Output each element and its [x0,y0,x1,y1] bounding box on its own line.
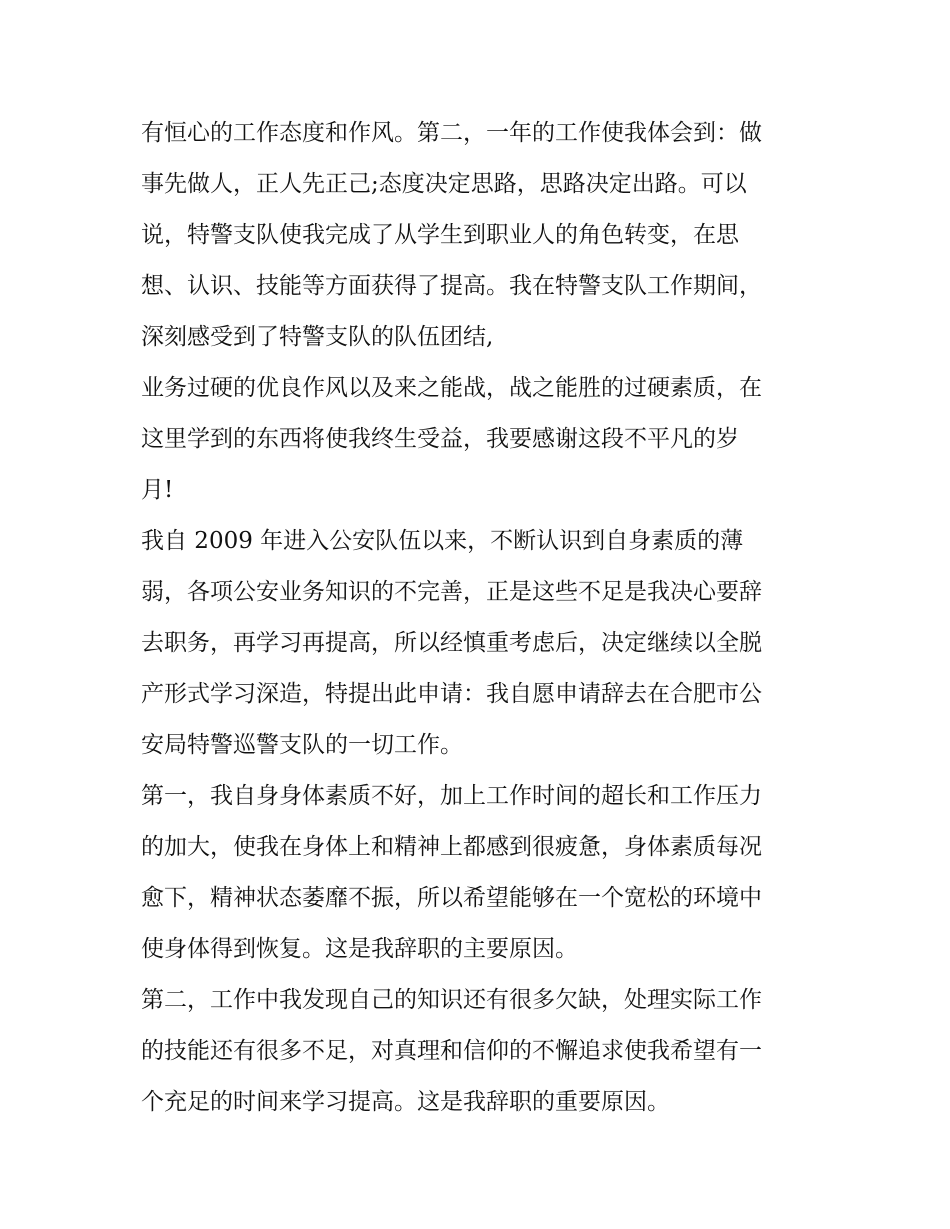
text-line: 有恒心的工作态度和作风。第二，一年的工作使我体会到：做 [141,120,762,146]
text-line: 弱，各项公安业务知识的不完善，正是这些不足是我决心要辞 [141,579,762,605]
text-line: 愈下，精神状态萎靡不振，所以希望能够在一个宽松的环境中 [141,885,762,911]
text-line: 去职务，再学习再提高，所以经慎重考虑后，决定继续以全脱 [141,630,762,656]
text-line: 使身体得到恢复。这是我辞职的主要原因。 [141,936,578,962]
text-line: 业务过硬的优良作风以及来之能战，战之能胜的过硬素质，在 [141,375,762,401]
text-line: 第二，工作中我发现自己的知识还有很多欠缺，处理实际工作 [141,987,762,1013]
body-text [141,108,821,1128]
text-line: 安局特警巡警支队的一切工作。 [141,732,463,758]
text-line: 说，特警支队使我完成了从学生到职业人的角色转变，在思 [141,222,739,248]
text-line: 深刻感受到了特警支队的队伍团结, [141,324,494,350]
text-line: 的技能还有很多不足，对真理和信仰的不懈追求使我希望有一 [141,1038,762,1064]
text-line: 月! [141,477,174,503]
text-line: 这里学到的东西将使我终生受益，我要感谢这段不平凡的岁 [141,426,739,452]
text-line: 产形式学习深造，特提出此申请：我自愿申请辞去在合肥市公 [141,681,762,707]
text-line: 事先做人，正人先正己;态度决定思路，思路决定出路。可以 [141,171,747,197]
text-line: 个充足的时间来学习提高。这是我辞职的重要原因。 [141,1089,670,1115]
text-line: 我自 2009 年进入公安队伍以来，不断认识到自身素质的薄 [141,528,744,554]
text-line: 想、认识、技能等方面获得了提高。我在特警支队工作期间， [141,273,762,299]
text-line: 的加大，使我在身体上和精神上都感到很疲惫，身体素质每况 [141,834,762,860]
text-line: 第一，我自身身体素质不好，加上工作时间的超长和工作压力 [141,783,762,809]
